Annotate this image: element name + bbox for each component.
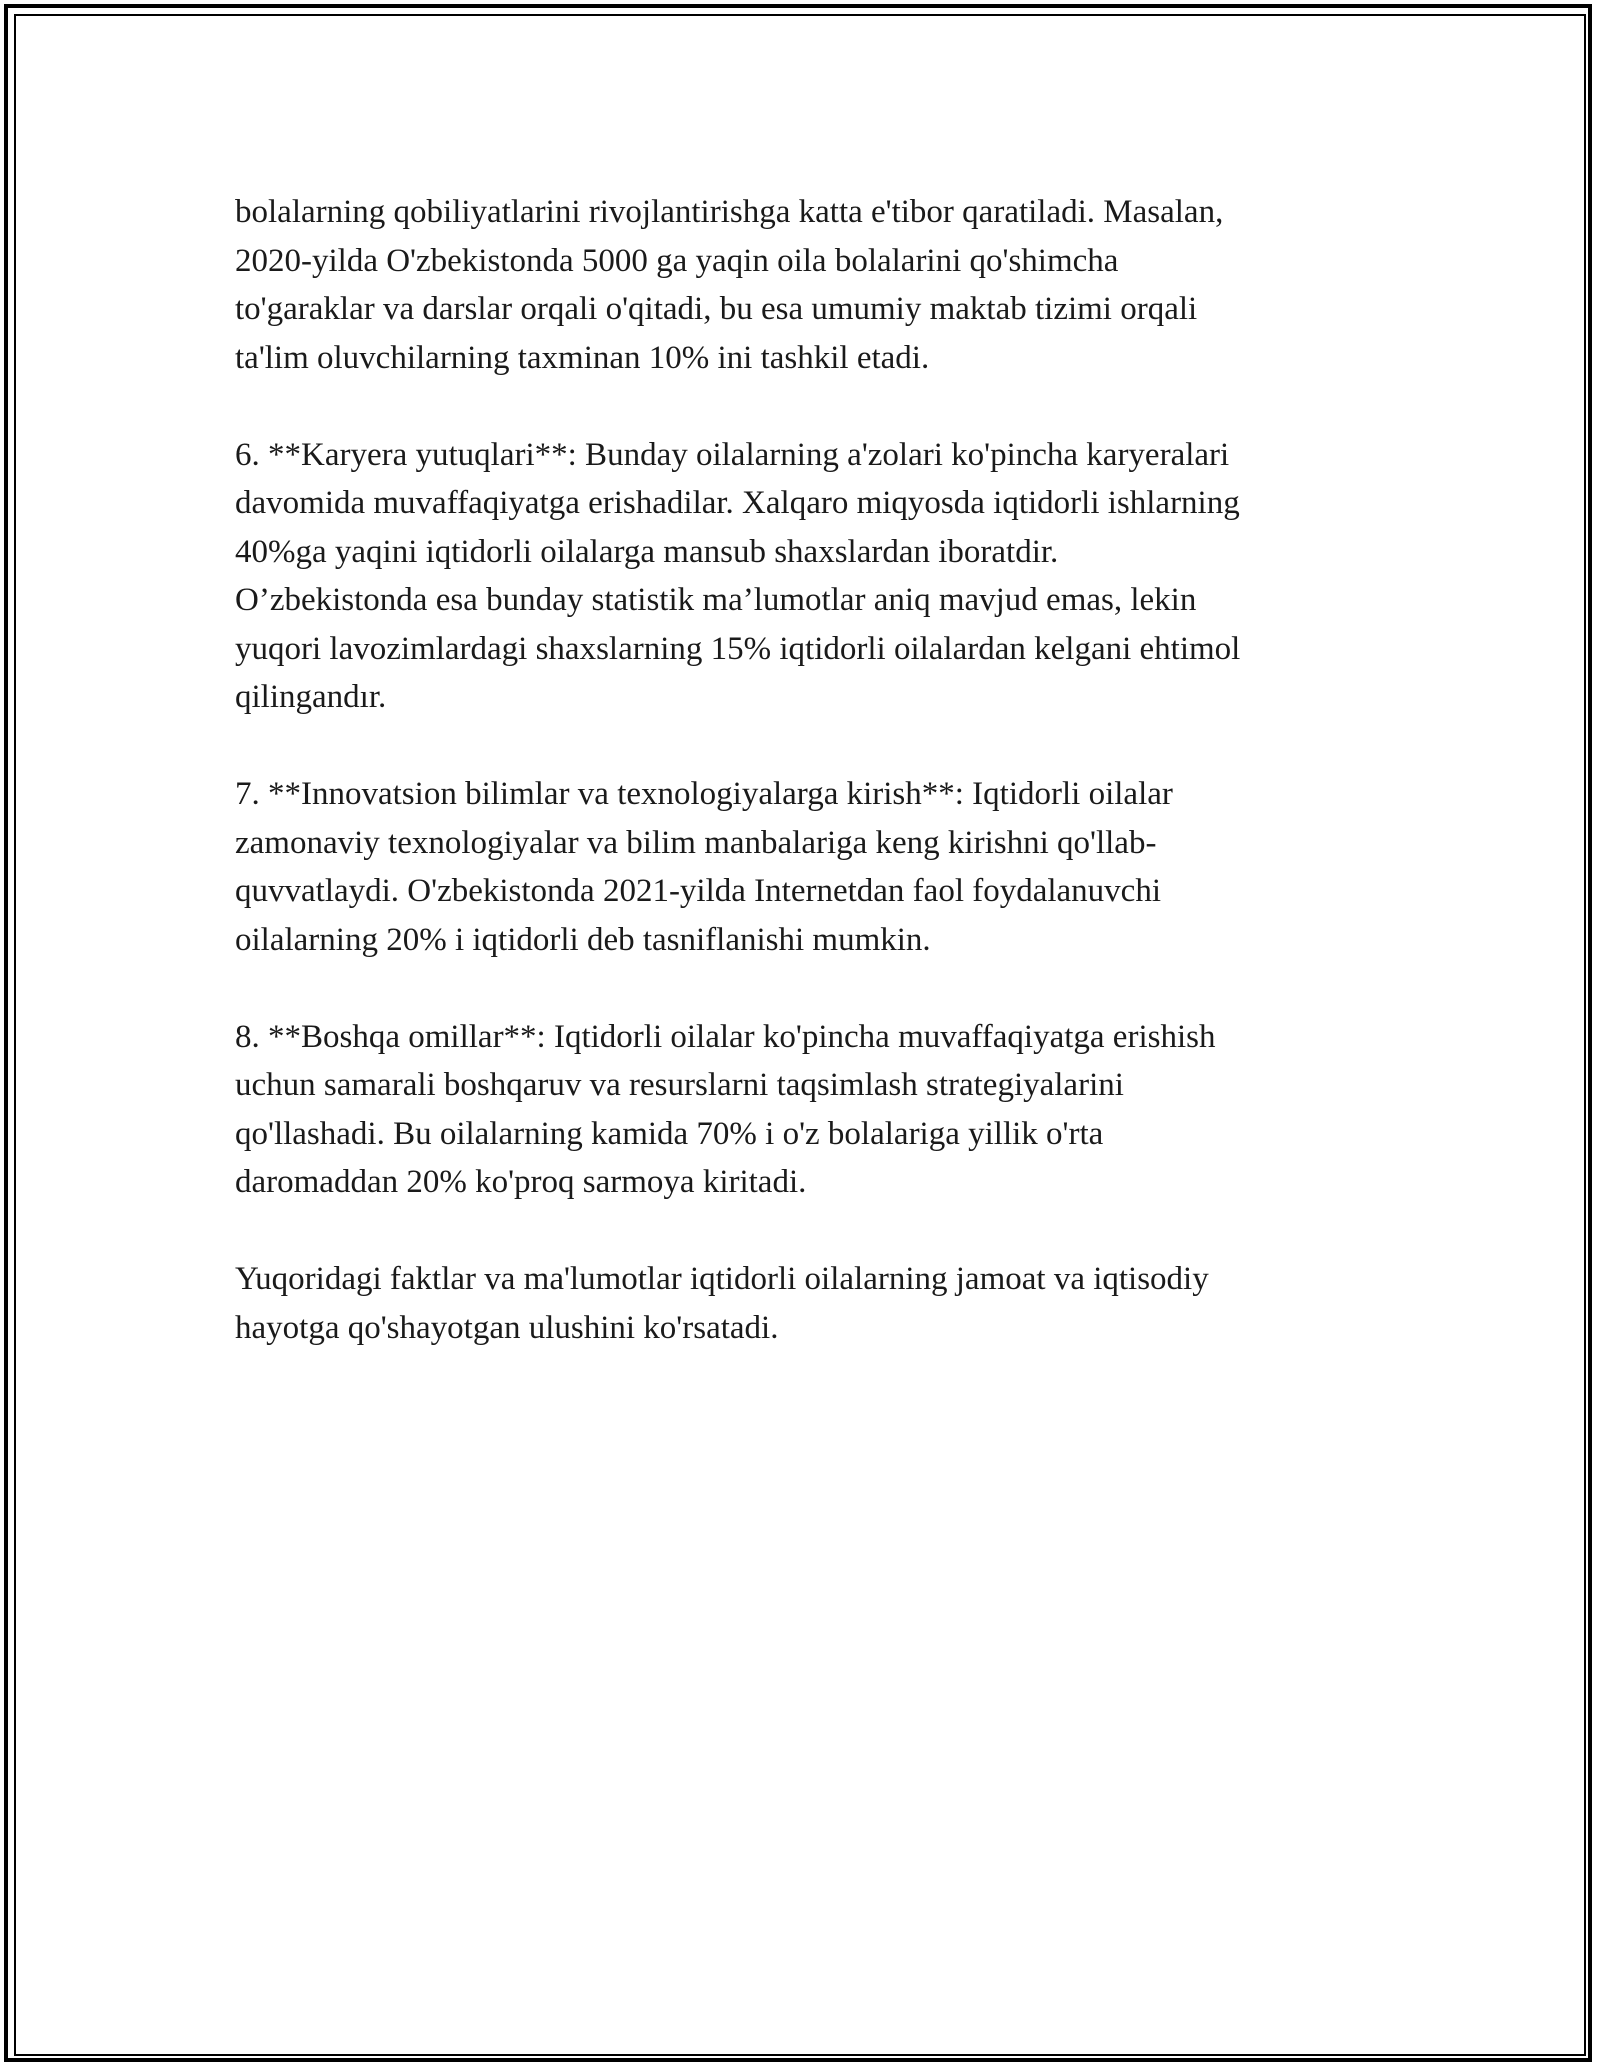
paragraph-innovation-access: 7. **Innovatsion bilimlar va texnologiyalarga kirish**: Iqtidorli oilalar zamonaviy texnologiyalar va bilim manbalariga keng kirishni qo'llab- quvvatlaydi. O'zbekistonda 2021-yilda Internetdan faol foydalanuvchi oilalarning 20% i iqtidorli deb tasniflanishi mumkin. xyxy=(235,776,1173,958)
document-body xyxy=(235,188,1375,1401)
paragraph-intro-continued: bolalarning qobiliyatlarini rivojlantirishga katta e'tibor qaratiladi. Masalan, 2020-yilda O'zbekistonda 5000 ga yaqin oila bolalarini qo'shimcha to'garaklar va darslar orqali o'qitadi, bu esa umumiy maktab tizimi orqali ta'lim oluvchilarning taxminan 10% ini tashkil etadi. xyxy=(235,194,1224,376)
paragraph-conclusion: Yuqoridagi faktlar va ma'lumotlar iqtidorli oilalarning jamoat va iqtisodiy hayotga qo'shayotgan ulushini ko'rsatadi. xyxy=(235,1261,1209,1346)
paragraph-career-achievements: 6. **Karyera yutuqlari**: Bunday oilalarning a'zolari ko'pincha karyeralari davomida muvaffaqiyatga erishadilar. Xalqaro miqyosda iqtidorli ishlarning 40%ga yaqini iqtidorli oilalarga mansub shaxslardan iboratdir. O’zbekistonda esa bunday statistik ma’lumotlar aniq mavjud emas, lekin yuqori lavozimlardagi shaxslarning 15% iqtidorli oilalardan kelgani ehtimol qilingandır. xyxy=(235,436,1241,715)
paragraph-other-factors: 8. **Boshqa omillar**: Iqtidorli oilalar ko'pincha muvaffaqiyatga erishish uchun samarali boshqaruv va resurslarni taqsimlash strategiyalarini qo'llashadi. Bu oilalarning kamida 70% i o'z bolalariga yillik o'rta daromaddan 20% ko'proq sarmoya kiritadi. xyxy=(235,1018,1216,1200)
